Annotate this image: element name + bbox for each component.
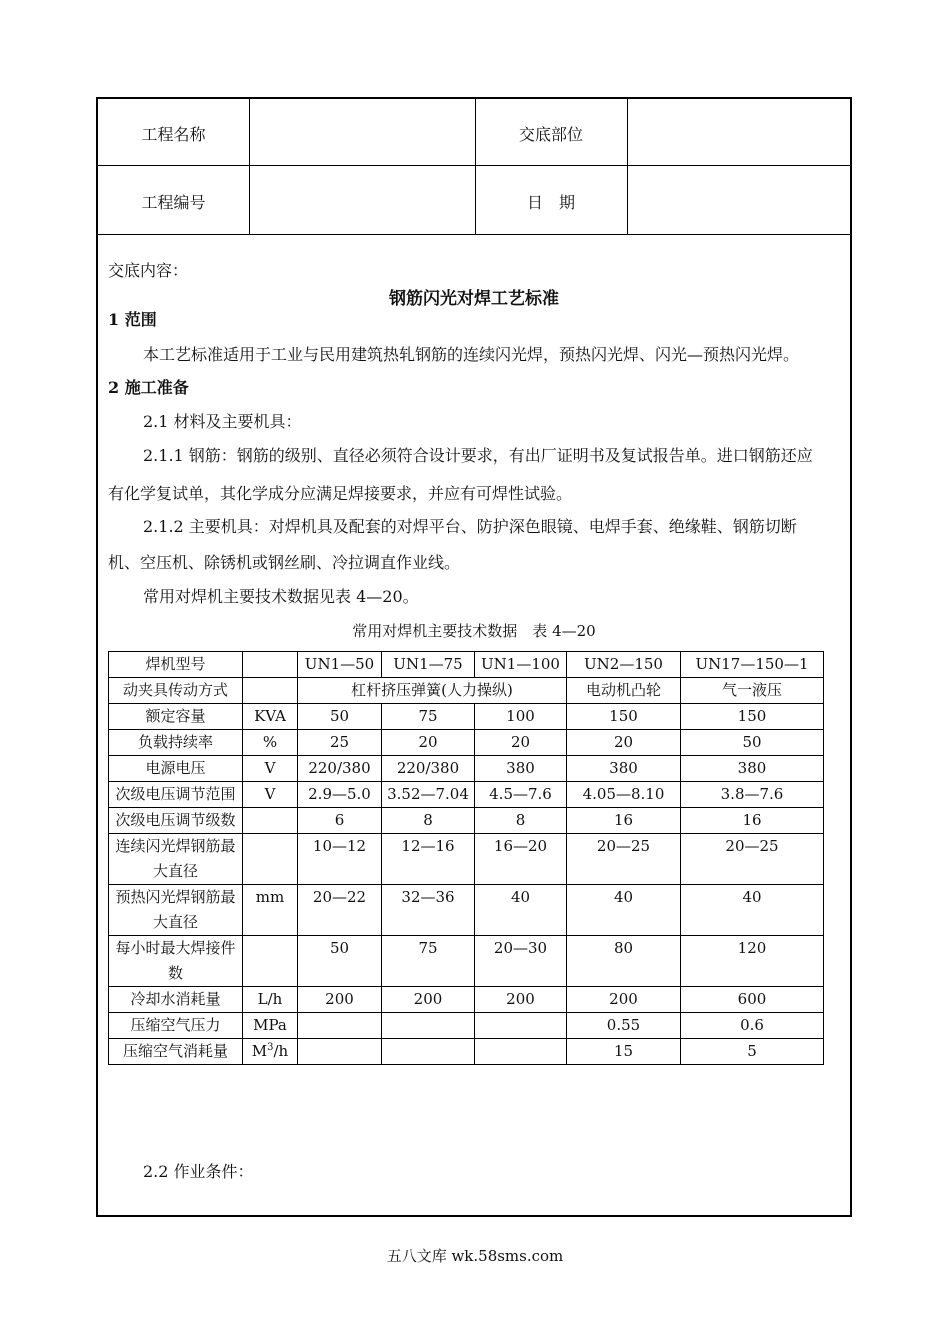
row-label: 压缩空气消耗量 bbox=[109, 1039, 243, 1065]
table-cell: 20—22 bbox=[298, 885, 382, 936]
row-unit bbox=[243, 834, 298, 885]
table-cell: 气一液压 bbox=[681, 678, 824, 704]
table-cell: 120 bbox=[681, 936, 824, 987]
row-label: 预热闪光焊钢筋最大直径 bbox=[109, 885, 243, 936]
row-label: 压缩空气压力 bbox=[109, 1013, 243, 1039]
header-cell: UN1—100 bbox=[475, 652, 567, 678]
date-label: 日 期 bbox=[526, 193, 575, 212]
header-cell bbox=[243, 652, 298, 678]
table-reference: 常用对焊机主要技术数据见表 4—20。 bbox=[143, 587, 419, 606]
table-cell: 220/380 bbox=[298, 756, 382, 782]
row-unit: MPa bbox=[243, 1013, 298, 1039]
table-row bbox=[109, 936, 824, 987]
row-unit bbox=[243, 808, 298, 834]
table-header-row bbox=[109, 652, 824, 678]
table-cell: 15 bbox=[567, 1039, 681, 1065]
row-unit: V bbox=[243, 756, 298, 782]
table-cell: 0.55 bbox=[567, 1013, 681, 1039]
row-unit bbox=[243, 936, 298, 987]
row-unit: V bbox=[243, 782, 298, 808]
table-cell: 6 bbox=[298, 808, 382, 834]
table-cell: 200 bbox=[382, 987, 475, 1013]
table-cell: 20 bbox=[382, 730, 475, 756]
table-cell: 150 bbox=[567, 704, 681, 730]
table-cell: 4.5—7.6 bbox=[475, 782, 567, 808]
table-cell: 电动机凸轮 bbox=[567, 678, 681, 704]
header-cell: 焊机型号 bbox=[109, 652, 243, 678]
disclosure-form bbox=[96, 97, 852, 1217]
table-cell: 75 bbox=[382, 936, 475, 987]
table-cell: 380 bbox=[567, 756, 681, 782]
section-2-heading: 2 施工准备 bbox=[108, 378, 189, 397]
row-label: 连续闪光焊钢筋最大直径 bbox=[109, 834, 243, 885]
row-unit: KVA bbox=[243, 704, 298, 730]
section-1-text: 本工艺标准适用于工业与民用建筑热轧钢筋的连续闪光焊，预热闪光焊、闪光—预热闪光焊。 bbox=[143, 345, 800, 364]
row-label: 电源电压 bbox=[109, 756, 243, 782]
header-cell: UN17—150—1 bbox=[681, 652, 824, 678]
table-row bbox=[109, 782, 824, 808]
table-cell: 20 bbox=[567, 730, 681, 756]
section-2-1-1-line-2: 有化学复试单，其化学成分应满足焊接要求，并应有可焊性试验。 bbox=[108, 484, 573, 503]
table-row bbox=[109, 1039, 824, 1065]
table-row bbox=[109, 730, 824, 756]
table-cell: 380 bbox=[681, 756, 824, 782]
row-label: 次级电压调节范围 bbox=[109, 782, 243, 808]
table-cell: 40 bbox=[475, 885, 567, 936]
unit-tail: /h bbox=[273, 1042, 289, 1060]
table-row bbox=[109, 987, 824, 1013]
table-body bbox=[109, 704, 824, 1065]
table-cell: 80 bbox=[567, 936, 681, 987]
table-cell bbox=[382, 1013, 475, 1039]
header-cell: UN2—150 bbox=[567, 652, 681, 678]
row-label: 额定容量 bbox=[109, 704, 243, 730]
document-title: 钢筋闪光对焊工艺标准 bbox=[389, 289, 559, 309]
row-unit: L/h bbox=[243, 987, 298, 1013]
table-cell: 20—25 bbox=[681, 834, 824, 885]
table-cell: 32—36 bbox=[382, 885, 475, 936]
header-col-divider bbox=[475, 99, 476, 234]
intro-label: 交底内容： bbox=[108, 261, 189, 280]
row-unit: mm bbox=[243, 885, 298, 936]
table-cell: 0.6 bbox=[681, 1013, 824, 1039]
row-label: 每小时最大焊接件数 bbox=[109, 936, 243, 987]
section-2-2: 2.2 作业条件： bbox=[143, 1162, 254, 1181]
table-cell: 40 bbox=[681, 885, 824, 936]
header-col-divider bbox=[627, 99, 628, 234]
section-1-heading: 1 范围 bbox=[108, 310, 157, 329]
unit-base: M bbox=[251, 1042, 268, 1060]
row-label: 冷却水消耗量 bbox=[109, 987, 243, 1013]
row-label: 负载持续率 bbox=[109, 730, 243, 756]
table-cell: 200 bbox=[567, 987, 681, 1013]
unit-superscript: 3 bbox=[267, 1042, 274, 1053]
table-cell: 200 bbox=[298, 987, 382, 1013]
section-2-1: 2.1 材料及主要机具： bbox=[143, 412, 302, 431]
table-row bbox=[109, 885, 824, 936]
row-unit bbox=[243, 678, 298, 704]
table-cell: 40 bbox=[567, 885, 681, 936]
project-no-label: 工程编号 bbox=[141, 193, 206, 212]
table-cell: 50 bbox=[298, 704, 382, 730]
table-row bbox=[109, 756, 824, 782]
row-label: 次级电压调节级数 bbox=[109, 808, 243, 834]
table-cell: 4.05—8.10 bbox=[567, 782, 681, 808]
table-cell: 16 bbox=[681, 808, 824, 834]
table-cell: 600 bbox=[681, 987, 824, 1013]
table-cell bbox=[475, 1013, 567, 1039]
table-cell: 100 bbox=[475, 704, 567, 730]
table-row bbox=[109, 834, 824, 885]
table-cell: 200 bbox=[475, 987, 567, 1013]
table-cell: 25 bbox=[298, 730, 382, 756]
section-2-1-1-line-1: 2.1.1 钢筋：钢筋的级别、直径必须符合设计要求，有出厂证明书及复试报告单。进口钢筋还应 bbox=[143, 446, 813, 465]
table-row bbox=[109, 1013, 824, 1039]
table-cell: 220/380 bbox=[382, 756, 475, 782]
row-unit bbox=[243, 1039, 298, 1065]
section-2-1-2-line-1: 2.1.2 主要机具：对焊机具及配套的对焊平台、防护深色眼镜、电焊手套、绝缘鞋、钢筋切断 bbox=[143, 517, 797, 536]
row-unit: % bbox=[243, 730, 298, 756]
table-cell bbox=[382, 1039, 475, 1065]
header-col-divider bbox=[249, 99, 250, 234]
table-cell: 3.52—7.04 bbox=[382, 782, 475, 808]
header-cell: UN1—75 bbox=[382, 652, 475, 678]
table-cell: 2.9—5.0 bbox=[298, 782, 382, 808]
table-cell: 杠杆挤压弹簧(人力操纵) bbox=[298, 678, 567, 704]
table-cell: 20—25 bbox=[567, 834, 681, 885]
table-cell: 50 bbox=[298, 936, 382, 987]
table-row bbox=[109, 704, 824, 730]
table-cell: 16—20 bbox=[475, 834, 567, 885]
table-cell bbox=[298, 1039, 382, 1065]
table-cell: 8 bbox=[382, 808, 475, 834]
header-cell: UN1—50 bbox=[298, 652, 382, 678]
table-cell: 5 bbox=[681, 1039, 824, 1065]
table-cell: 3.8—7.6 bbox=[681, 782, 824, 808]
footer-watermark: 五八文库 wk.58sms.com bbox=[386, 1247, 564, 1265]
table-caption: 常用对焊机主要技术数据 表 4—20 bbox=[352, 622, 596, 640]
location-label: 交底部位 bbox=[518, 125, 583, 144]
row-label: 动夹具传动方式 bbox=[109, 678, 243, 704]
table-row bbox=[109, 808, 824, 834]
project-name-label: 工程名称 bbox=[141, 125, 206, 144]
table-cell: 20—30 bbox=[475, 936, 567, 987]
section-2-1-2-line-2: 机、空压机、除锈机或钢丝刷、冷拉调直作业线。 bbox=[108, 553, 461, 572]
table-cell: 75 bbox=[382, 704, 475, 730]
welder-spec-table bbox=[108, 651, 824, 1065]
table-cell: 16 bbox=[567, 808, 681, 834]
table-cell: 380 bbox=[475, 756, 567, 782]
table-row bbox=[109, 678, 824, 704]
header-divider bbox=[98, 165, 850, 166]
table-cell: 8 bbox=[475, 808, 567, 834]
table-cell: 10—12 bbox=[298, 834, 382, 885]
table-cell: 150 bbox=[681, 704, 824, 730]
table-cell: 20 bbox=[475, 730, 567, 756]
table-cell: 50 bbox=[681, 730, 824, 756]
table-cell: 12—16 bbox=[382, 834, 475, 885]
header-bottom-border bbox=[98, 234, 850, 235]
table-cell bbox=[475, 1039, 567, 1065]
table-cell bbox=[298, 1013, 382, 1039]
